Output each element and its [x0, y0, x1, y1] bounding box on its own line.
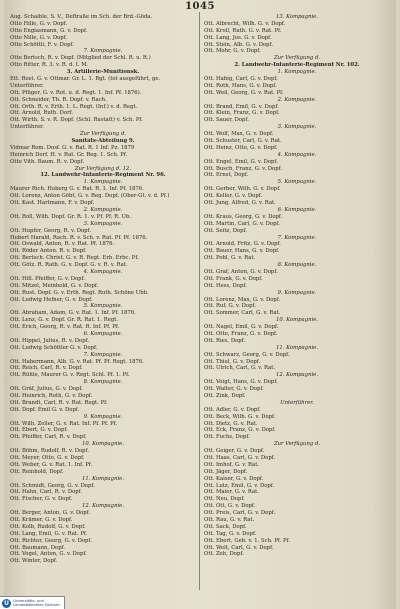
subsection-heading: 2. Kompagnie. — [277, 96, 317, 103]
entry-line: Ott. Röder Anton. R. v. Dopf. — [10, 248, 87, 255]
entry-line: Ott. Winter, Dopf. — [10, 558, 58, 565]
subsection-heading: 5. Kompagnie. — [83, 303, 123, 310]
entry-line: Ott. Habig, Carl, G. v. Dopf. — [204, 76, 278, 83]
entry-line: Ott. Kraus, Georg, G. v. Dopf. — [204, 213, 283, 220]
entry-line: Unterführer. — [10, 124, 44, 131]
entry-line: Ott. Böhm, Rudolf, R. v. Dopf. — [10, 448, 90, 455]
entry-line: Ott. Hippel, Julius, R. v. Dopf. — [10, 337, 90, 344]
subsection-heading: 9. Kompagnie. — [277, 289, 317, 296]
entry-line: Ott. Weil, Georg, G. v. Rat. Pf. — [204, 89, 284, 96]
entry-line: Otto Ritter, R. 3. v. R. d. I. M. — [10, 62, 89, 69]
subsection-heading: Zur Verfügung d. 12. — [74, 165, 132, 172]
entry-line: Otto Bertsch, R. v. Dopf. (Mitglied der Schl. R. u. R.) — [10, 55, 151, 62]
subsection-heading: 1. Kompagnie. — [277, 69, 317, 76]
entry-line: Ott. Schuster, Carl, G. v. Rat. — [204, 138, 282, 145]
entry-line: Ott. Gräf, Julius, G. v. Dopf. — [10, 386, 83, 393]
library-badge[interactable] — [0, 596, 65, 609]
entry-line: Ott. Hupfer, Georg, R. v. Dopf. — [10, 227, 92, 234]
entry-line: Ott. Albrecht, Wilh. G. v. Dopf. — [204, 20, 286, 27]
entry-line: Ott. Zeh, Dopf. — [204, 551, 244, 558]
entry-line: Ott. Rühle, Maurer G. v. Regt. Schl. Pf. 1. Pf. — [10, 372, 130, 379]
subsection-heading: 13. Kompagnie. — [276, 14, 318, 20]
subsection-heading: 8. Kompagnie. — [277, 262, 317, 269]
entry-line: Ott. Frank, G. v. Dopf. — [204, 275, 263, 282]
subsection-heading: 4. Kompagnie. — [277, 151, 317, 158]
entry-line: Ott. Bauer, Hans, G. v. Dopf. — [204, 248, 280, 255]
page-number: 1045 — [185, 1, 215, 12]
entry-line: Ott. Meyer, Otto, G. v. Dopf. — [10, 455, 85, 461]
entry-line: Ott. Kolb, Rudolf, G. v. Dopf. — [10, 523, 86, 530]
entry-line: Ott. Preis, Carl, G. v. Dopf. — [204, 510, 276, 517]
entry-line: Hubert Harald, Rach. R. v. Sch. v. Rat. Pf. Pf. 1876. — [10, 234, 148, 241]
entry-line: Ott. Thiel, G. v. Dopf. — [204, 358, 261, 365]
entry-line: Unterführer. — [10, 82, 44, 89]
entry-line: Ott. Lang, Emil, G. v. Rat. Pf. — [10, 530, 88, 537]
subsection-heading: Zur Verfügung d. — [79, 131, 127, 138]
entry-line: Ott. Schmidt, Georg, G. v. Dopf. — [10, 482, 95, 489]
entry-line: Ott. Otto, Franz, G. v. Dopf. — [204, 330, 278, 337]
entry-line: Ott. Bertsch. Christ. G. v. R. Regt. Erb. Erbc. Pf. — [10, 255, 139, 262]
entry-line: Ott. Rust. Dopf. G. v. Erth. Regt. Ruth. Schöne Ubb. — [10, 289, 149, 296]
entry-line: Ott. Lorenz, Max, G. v. Dopf. — [204, 296, 281, 303]
entry-line: Ott. Fuchs, Dopf. — [204, 434, 250, 441]
entry-line: Ott. Dietz, G. v. Rat. — [204, 420, 258, 427]
entry-line: Ott. Kaiser, G. v. Dopf. — [204, 475, 264, 482]
entry-line: Ott. Roth, Hans, G. v. Dopf. — [204, 82, 277, 89]
entry-line: Ott. Habermann, Alb. G. v. Rat. Pf. Pf. Regt. 1876. — [10, 358, 144, 365]
entry-line: Ott. Sommer, Carl, G. v. Rat. — [204, 310, 281, 317]
entry-line: Ott. Rau, G. v. Rat. — [204, 517, 255, 524]
entry-line: Ott. Seitz, Dopf. — [204, 227, 247, 234]
entry-line: Ott. Krämer, G. v. Dopf. — [10, 517, 73, 524]
entry-line: Ott. Kroll, Rath. G. v. Rat. Pf. — [204, 27, 282, 34]
entry-line: Ott. Sack, Dopf. — [204, 523, 247, 530]
entry-line: Ott. Zink, Dopf. — [204, 392, 246, 399]
entry-line: Ott. Hess, Dopf. — [204, 282, 247, 289]
entry-line: Ott. Jäger, Dopf. — [204, 468, 248, 475]
entry-line: Ott. Baumann, Dopf. — [10, 544, 66, 551]
entry-line: Ott. Weber, G. v. Rat. 1. Inf. Pf. — [10, 461, 93, 468]
entry-line: Ott. Engel, Emil, G. v. Dopf. — [204, 158, 278, 165]
entry-line: Ott. Richter, Georg, G. v. Dopf. — [10, 537, 92, 544]
entry-line: Ott. Graf, Anton, G. v. Dopf. — [204, 268, 278, 275]
subsection-heading: Unterführer. — [280, 399, 314, 406]
subsection-heading: 10. Kompagnie. — [276, 317, 318, 324]
entry-line: Ott. Dopf. Emil G. v. Dopf. — [10, 406, 80, 413]
subsection-heading: 7. Kompagnie. — [277, 234, 317, 241]
subsection-heading: 2. Kompagnie. — [83, 206, 123, 213]
entry-line: Ott. Berger, Anton, G. v. Dopf. — [10, 510, 91, 517]
subsection-heading: 4. Kompagnie. — [83, 268, 123, 275]
entry-line: Ott. Lutz, Emil, G. v. Dopf. — [204, 482, 275, 489]
entry-line: Ett. Rost. G. v. Ottmar. Gr. L. 1. Rgt. (tot ausgeführt, ge. — [10, 76, 161, 83]
entry-line: Ott. Ebert, Geb. v. 1. Sch. Pf. Pf. — [204, 537, 291, 544]
entry-line: Ott. Tag, G. v. Dopf. — [204, 530, 257, 537]
document-page — [4, 0, 396, 609]
subsection-heading: Zur Verfügung d. — [273, 441, 321, 448]
entry-line: Ott. Heinz, Otto, G. v. Dopf. — [204, 144, 278, 151]
subsection-heading: 5. Kompagnie. — [277, 179, 317, 186]
entry-line: Ott. Pfeiffer, Carl, R. v. Dopf. — [10, 434, 87, 441]
subsection-heading: 3. Kompagnie. — [277, 124, 317, 131]
entry-line: Ott. Schwarz, Georg, G. v. Dopf. — [204, 351, 290, 358]
entry-line: Ott. Wilh. Zeller, G. v. Rat. Inf. Pf. Pf. Pf. — [10, 420, 118, 427]
entry-line: Ott. Lang, Jos. G. v. Dopf. — [204, 34, 272, 41]
right-column — [204, 14, 390, 558]
entry-line: Ott. Götz. R. Rath. G. v. Dopf. G. v. R. v. Rat. — [10, 262, 128, 269]
entry-line: Ott. Abraham, Adam, G. v. Rat. 1. Inf. Pf. 1876. — [10, 310, 136, 317]
entry-line: Ott. Welt, Carl, G. v. Dopf. — [204, 544, 274, 551]
entry-line: Ott. Erich, Georg, R. v. Rat. R. Inf. Pf. Pf. — [10, 324, 120, 331]
section-heading: 2. Landwehr-Infanterie-Regiment Nr. 102. — [234, 62, 360, 69]
entry-line: Ott. Adler, G. v. Dopf. — [204, 406, 261, 413]
subsection-heading: 6. Kompagnie. — [277, 206, 317, 213]
entry-line: Ott. Lorenz, Anton Göbt, G. v. Reg. Dopf. (Ober-Gt. v. d. Pf.) — [10, 193, 170, 200]
left-column — [10, 14, 196, 565]
entry-line: Ott. Hahn, Carl, R. v. Dopf. — [10, 489, 83, 496]
section-heading: Sanitäts-Abteilung 9. — [71, 138, 135, 145]
entry-line: Ott. Walter, G. v. Dopf. — [204, 386, 264, 393]
entry-line: Ott. Pohl, G. v. Rat. — [204, 255, 256, 262]
subsection-heading: 7. Kompagnie. — [83, 351, 123, 358]
entry-line: Ott. Fischer, G. v. Dopf. — [10, 496, 73, 503]
entry-line: Ott. Wirth. S. v. R. Dopf. (Schl. Rastatt) v. Sch. Pf. — [10, 117, 143, 124]
subsection-heading: 10. Kompagnie. — [82, 441, 124, 448]
entry-line: Ott. Ruf, G. v. Dopf. — [204, 303, 256, 310]
entry-line: Ott. Roll, Wilh. Dopf. Gr. R. 1. v. Pf. Pf. R. Ub. — [10, 213, 132, 220]
entry-line: Ott. Lenz, G. v. Dopf. Gr. R. Rat. 1. Regt. — [10, 317, 119, 324]
entry-line: Ott. Kast. Hartmann, F. v. Dopf. — [10, 200, 95, 207]
entry-line: Heinrich Dorf. H. v. Rat. Gr. Reg. 1. Sch. Pf. — [10, 151, 128, 158]
entry-line: Ott. Ebert, G. v. Dopf. — [10, 427, 68, 434]
entry-line: Ott. Stein, Alb. G. v. Dopf. — [204, 41, 274, 48]
entry-line: Ott. Imhof, G. v. Rat. — [204, 461, 260, 468]
section-heading: 12. Landwehr-Infanterie-Regiment Nr. 96. — [40, 172, 166, 179]
subsection-heading: 8. Kompagnie. — [83, 379, 123, 386]
entry-line: Ott. Beck, Wilh. G. v. Dopf. — [204, 413, 276, 420]
entry-line: Ott. Nagel, Emil, G. v. Dopf. — [204, 324, 279, 331]
entry-line: Ott. Schneider, Th. R. Dopf. v. Rach. — [10, 96, 107, 103]
entry-line: Otto Vith. Baum. R. v. Dopf. — [10, 158, 85, 165]
entry-line: Ott. Eck, Franz, G. v. Dopf. — [204, 427, 276, 434]
entry-line: Ott. Busch, Franz, G. v. Dopf. — [204, 165, 283, 172]
entry-line: Otto Nille, G. v. Dopf. — [10, 34, 68, 41]
subsection-heading: 3. Kompagnie. — [83, 220, 123, 227]
subsection-heading: 11. Kompagnie. — [82, 475, 124, 482]
entry-line: Otto Schöttli, F. v. Dopf. — [10, 41, 74, 48]
entry-line: Ott. Ludwig Hefner, G. v. Dopf. — [10, 296, 93, 303]
library-badge-text — [13, 599, 60, 607]
entry-line: Ott. Wolf, Max, G. v. Dopf. — [204, 131, 274, 138]
entry-line: Otto Englasmann, G. v. Dopf. — [10, 27, 88, 34]
entry-line: Ott. Keller, G. v. Dopf. — [204, 193, 263, 200]
entry-line: Ott. Sauer, Dopf. — [204, 117, 249, 124]
subsection-heading: 6. Kompagnie. — [83, 330, 123, 337]
entry-line: Ott. Geiger, G. v. Dopf. — [204, 448, 265, 455]
subsection-heading: 12. Kompagnie. — [276, 372, 318, 379]
entry-line: Ott. Ludwig Schöttler G. v. Dopf. — [10, 344, 98, 351]
entry-line: Ott. Martin, Carl, G. v. Dopf. — [204, 220, 280, 227]
entry-line: Ott. Reich, Carl, R. v. Dopf. — [10, 365, 83, 372]
entry-line: Ott. Hill. Pfeiffer, G. v. Dopf. — [10, 275, 86, 282]
subsection-heading: 9. Kompagnie. — [83, 413, 123, 420]
entry-line: Ott. Klein, Franz, G. v. Dopf. — [204, 110, 280, 117]
entry-line: Ott. Mitzel, Meinhold, G. v. Dopf. — [10, 282, 99, 289]
entry-line: Ott. Voigt, Hans, G. v. Dopf. — [204, 379, 278, 386]
subsection-heading: Zur Verfügung d. — [273, 55, 321, 62]
entry-line: Ott. Ries, Dopf. — [204, 337, 246, 344]
library-logo-icon: U — [2, 599, 11, 608]
entry-line: Ott. Oswald, Anton, R. v. Rat. Pf. 1876. — [10, 241, 115, 248]
entry-line: Otto Hille, G. v. Dopf. — [10, 20, 68, 27]
entry-line: Ott. Arnold, Ruth. Dorf. — [10, 110, 74, 117]
entry-line: Ott. Haas, Carl, G. v. Dopf. — [204, 455, 276, 461]
subsection-heading: 7. Kompagnie. — [83, 48, 123, 55]
entry-line: Ott. Orth. R. v. Erth. 1. L. Regt. (Inf.) v. d. Regt. — [10, 103, 138, 110]
entry-line: Ott. Vogel, Anton, G. v. Dopf. — [10, 551, 87, 558]
entry-line: Ott. Reinhold, Dopf. — [10, 468, 64, 475]
entry-line: Ott. Ernst, Dopf. — [204, 172, 249, 179]
entry-line: Ott. Heinrich, Roth, G. v. Dopf. — [10, 392, 93, 399]
subsection-heading: 11. Kompagnie. — [276, 344, 318, 351]
entry-line: Ott. Gerber, Wilh. G. v. Dopf. — [204, 186, 281, 193]
entry-line: Ott. Arnold, Fritz, G. v. Dopf. — [204, 241, 281, 248]
entry-line: Ott. Ott, G. v. Dopf. — [204, 503, 256, 510]
entry-line: Ott. Ulrich, Carl, G. v. Rat. — [204, 365, 276, 372]
column-divider — [199, 12, 200, 590]
subsection-heading: 12. Kompagnie. — [82, 503, 124, 510]
entry-line: Ott. Maier, G. v. Rat. — [204, 489, 259, 496]
entry-line: Ott. Mohr, G. v. Dopf. — [204, 48, 261, 55]
entry-line: Ott. Brandt, Carl, R. v. Rat. Regt. Pf. — [10, 399, 108, 406]
entry-line: Ott. Brand, Emil, G. v. Dopf. — [204, 103, 279, 110]
entry-line: Ott. Neu, Dopf. — [204, 496, 245, 503]
entry-line: Ott. Jung, Alfred, G. v. Rat. — [204, 200, 276, 207]
entry-line: Ott. Pfüger, G. v. Rot. u. d. Regt. 1. Inf. Pf. 1876). — [10, 89, 142, 96]
entry-line: Vidmar Rom. Dosf. G. v. Rat. R. 1 Inf. Pz. 1879 — [10, 144, 135, 151]
subsection-heading: 1. Kompagnie. — [83, 179, 123, 186]
section-heading: 3. Artillerie-Munitionsk. — [66, 69, 140, 76]
library-badge-line-2: Landesbibliothek Sachsen — [13, 603, 60, 607]
entry-line: Maurer Rich. Hoberg G. v. Rat. R. 1. Inf. Pf. 1876. — [10, 186, 144, 193]
entry-line: Aug. Schaible, S. V., Deftraße im Sch. der Brd.-Göda. — [10, 14, 153, 20]
library-badge-line-1: Universitäts- und — [13, 599, 44, 603]
